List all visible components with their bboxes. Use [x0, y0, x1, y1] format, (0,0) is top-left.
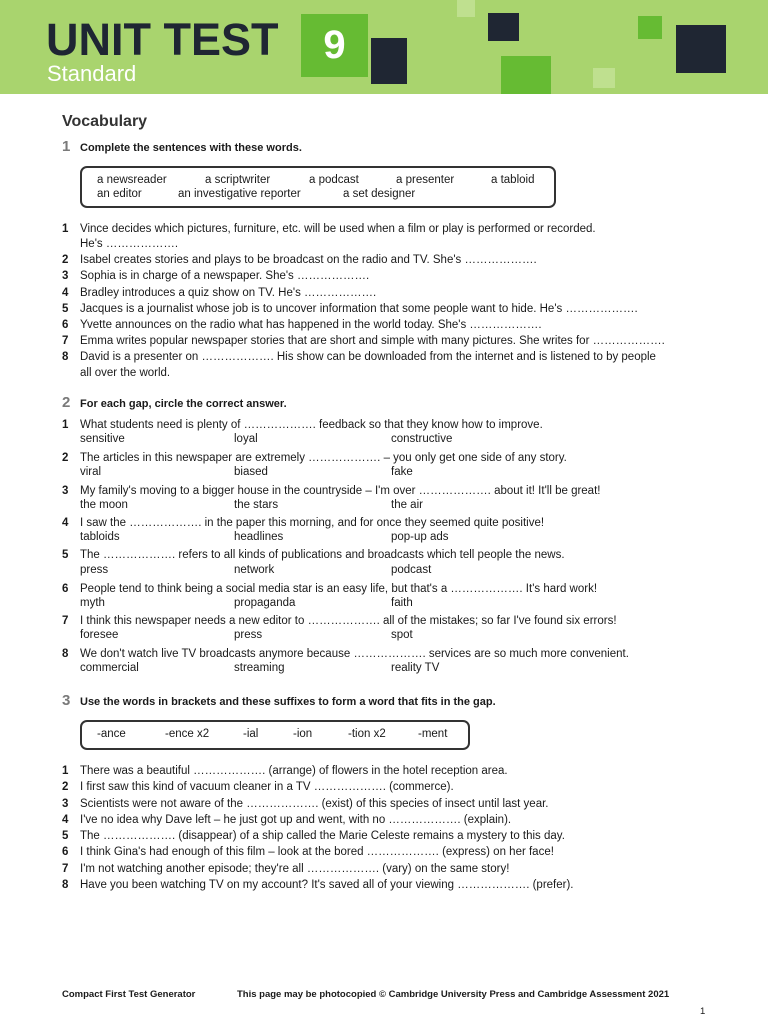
- item-text: I'm not watching another episode; they're all ………………. (vary) on the same story!: [80, 863, 510, 875]
- item-number: 1: [62, 223, 69, 235]
- answer-option[interactable]: the moon: [80, 499, 128, 511]
- item-number: 5: [62, 549, 69, 561]
- item-text: Scientists were not aware of the ………………. (exist) of this species of insect until last year.: [80, 798, 549, 810]
- item-number: 4: [62, 517, 69, 529]
- decor-square: [593, 68, 615, 88]
- answer-option[interactable]: press: [80, 564, 109, 576]
- item-text: Have you been watching TV on my account? It's saved all of your viewing ………………. (prefer).: [80, 879, 574, 891]
- item-number: 3: [62, 270, 69, 282]
- answer-option[interactable]: spot: [391, 629, 413, 641]
- word-box-item: an investigative reporter: [178, 188, 301, 200]
- answer-option[interactable]: press: [234, 629, 263, 641]
- item-text: The ………………. (disappear) of a ship called the Marie Celeste remains a mystery to this day.: [80, 830, 565, 842]
- item-text: People tend to think being a social media star is an easy life, but that's a ………………. It's hard work!: [80, 583, 598, 595]
- answer-option[interactable]: propaganda: [234, 597, 296, 609]
- decor-square: [488, 13, 519, 41]
- word-box-item: a set designer: [343, 188, 416, 200]
- answer-option[interactable]: faith: [391, 597, 413, 609]
- decor-square: [501, 56, 551, 94]
- suffix-item: -tion x2: [348, 728, 386, 740]
- answer-option[interactable]: podcast: [391, 564, 432, 576]
- item-text: There was a beautiful ………………. (arrange) of flowers in the hotel reception area.: [80, 765, 508, 777]
- answer-option[interactable]: fake: [391, 466, 413, 478]
- decor-square: [457, 0, 475, 17]
- item-text: Emma writes popular newspaper stories that are short and simple with many pictures. She writes for ……………….: [80, 335, 665, 347]
- decor-square: [638, 16, 662, 39]
- item-text: Isabel creates stories and plays to be broadcast on the radio and TV. She's ……………….: [80, 254, 537, 266]
- word-box-item: a tabloid: [491, 174, 535, 186]
- answer-option[interactable]: pop-up ads: [391, 531, 449, 543]
- item-text: Vince decides which pictures, furniture, etc. will be used when a film or play is performed or recorded.: [80, 223, 596, 235]
- suffix-item: -ance: [97, 728, 126, 740]
- exercise-3-instruction: Use the words in brackets and these suffixes to form a word that fits in the gap.: [80, 696, 496, 708]
- word-box-item: a newsreader: [97, 174, 167, 186]
- item-text: My family's moving to a bigger house in the countryside – I'm over ………………. about it! It'll be great!: [80, 485, 601, 497]
- unit-number-badge: 9: [301, 14, 368, 77]
- answer-option[interactable]: reality TV: [391, 662, 440, 674]
- decor-square: [371, 38, 407, 84]
- item-number: 2: [62, 781, 69, 793]
- item-number: 2: [62, 254, 69, 266]
- item-text: The ………………. refers to all kinds of publications and broadcasts which tell people the news.: [80, 549, 565, 561]
- word-box-item: a podcast: [309, 174, 359, 186]
- exercise-2-instruction: For each gap, circle the correct answer.: [80, 398, 287, 410]
- word-box-item: a presenter: [396, 174, 455, 186]
- section-title: Vocabulary: [62, 113, 148, 130]
- item-number: 6: [62, 583, 69, 595]
- answer-option[interactable]: the stars: [234, 499, 279, 511]
- item-text: I've no idea why Dave left – he just got up and went, with no ………………. (explain).: [80, 814, 512, 826]
- item-text: Bradley introduces a quiz show on TV. He's ……………….: [80, 287, 377, 299]
- item-text: I first saw this kind of vacuum cleaner in a TV ………………. (commerce).: [80, 781, 454, 793]
- item-number: 4: [62, 814, 69, 826]
- item-text: I think this newspaper needs a new editor to ………………. all of the mistakes; so far I've found six errors!: [80, 615, 617, 627]
- page-number: 1: [700, 1006, 706, 1017]
- item-number: 8: [62, 879, 69, 891]
- item-number: 6: [62, 319, 69, 331]
- decor-square: [676, 25, 726, 73]
- item-number: 5: [62, 830, 69, 842]
- suffix-item: -ence x2: [165, 728, 210, 740]
- exercise-2-number: 2: [62, 394, 71, 411]
- item-number: 7: [62, 863, 69, 875]
- item-number: 2: [62, 452, 69, 464]
- item-text: all over the world.: [80, 367, 171, 379]
- item-number: 1: [62, 765, 69, 777]
- answer-option[interactable]: streaming: [234, 662, 285, 674]
- page-subtitle: Standard: [47, 61, 137, 86]
- item-number: 3: [62, 485, 69, 497]
- exercise-1-instruction: Complete the sentences with these words.: [80, 142, 302, 154]
- word-box: [80, 166, 556, 208]
- item-number: 3: [62, 798, 69, 810]
- item-text: Sophia is in charge of a newspaper. She's ……………….: [80, 270, 370, 282]
- suffix-item: -ment: [418, 728, 448, 740]
- answer-option[interactable]: tabloids: [80, 531, 120, 543]
- answer-option[interactable]: foresee: [80, 629, 119, 641]
- item-text: Yvette announces on the radio what has happened in the world today. She's ……………….: [80, 319, 542, 331]
- suffix-item: -ial: [243, 728, 259, 740]
- item-number: 5: [62, 303, 69, 315]
- word-box-item: an editor: [97, 188, 142, 200]
- answer-option[interactable]: loyal: [234, 433, 258, 445]
- exercise-1-number: 1: [62, 138, 71, 155]
- item-number: 8: [62, 648, 69, 660]
- suffix-box: [80, 720, 470, 750]
- item-text: I saw the ………………. in the paper this morning, and for once they seemed quite positive!: [80, 517, 545, 529]
- item-text: What students need is plenty of ………………. feedback so that they know how to improve.: [80, 419, 543, 431]
- item-text: I think Gina's had enough of this film – look at the bored ………………. (express) on her face!: [80, 846, 554, 858]
- answer-option[interactable]: network: [234, 564, 275, 576]
- item-number: 1: [62, 419, 69, 431]
- answer-option[interactable]: headlines: [234, 531, 284, 543]
- answer-option[interactable]: sensitive: [80, 433, 125, 445]
- exercise-3-number: 3: [62, 692, 71, 709]
- item-text: David is a presenter on ………………. His show can be downloaded from the internet and is listened to by people: [80, 351, 656, 363]
- item-number: 8: [62, 351, 69, 363]
- answer-option[interactable]: constructive: [391, 433, 453, 445]
- item-number: 7: [62, 335, 69, 347]
- answer-option[interactable]: commercial: [80, 662, 139, 674]
- answer-option[interactable]: viral: [80, 466, 102, 478]
- item-number: 7: [62, 615, 69, 627]
- item-number: 4: [62, 287, 69, 299]
- page-title: UNIT TEST: [46, 14, 279, 65]
- item-text: He's ……………….: [80, 238, 179, 250]
- item-text: Jacques is a journalist whose job is to uncover information that some people want to hide. He's ……………….: [80, 303, 638, 315]
- footer-source: Compact First Test Generator: [62, 989, 196, 1000]
- answer-option[interactable]: biased: [234, 466, 268, 478]
- suffix-item: -ion: [293, 728, 313, 740]
- item-text: The articles in this newspaper are extremely ………………. – you only get one side of any story.: [80, 452, 567, 464]
- answer-option[interactable]: the air: [391, 499, 423, 511]
- answer-option[interactable]: myth: [80, 597, 105, 609]
- item-number: 6: [62, 846, 69, 858]
- footer-copyright: This page may be photocopied © Cambridge University Press and Cambridge Assessment 2021: [237, 989, 670, 1000]
- word-box-item: a scriptwriter: [205, 174, 271, 186]
- item-text: We don't watch live TV broadcasts anymore because ………………. services are so much more convenient.: [80, 648, 629, 660]
